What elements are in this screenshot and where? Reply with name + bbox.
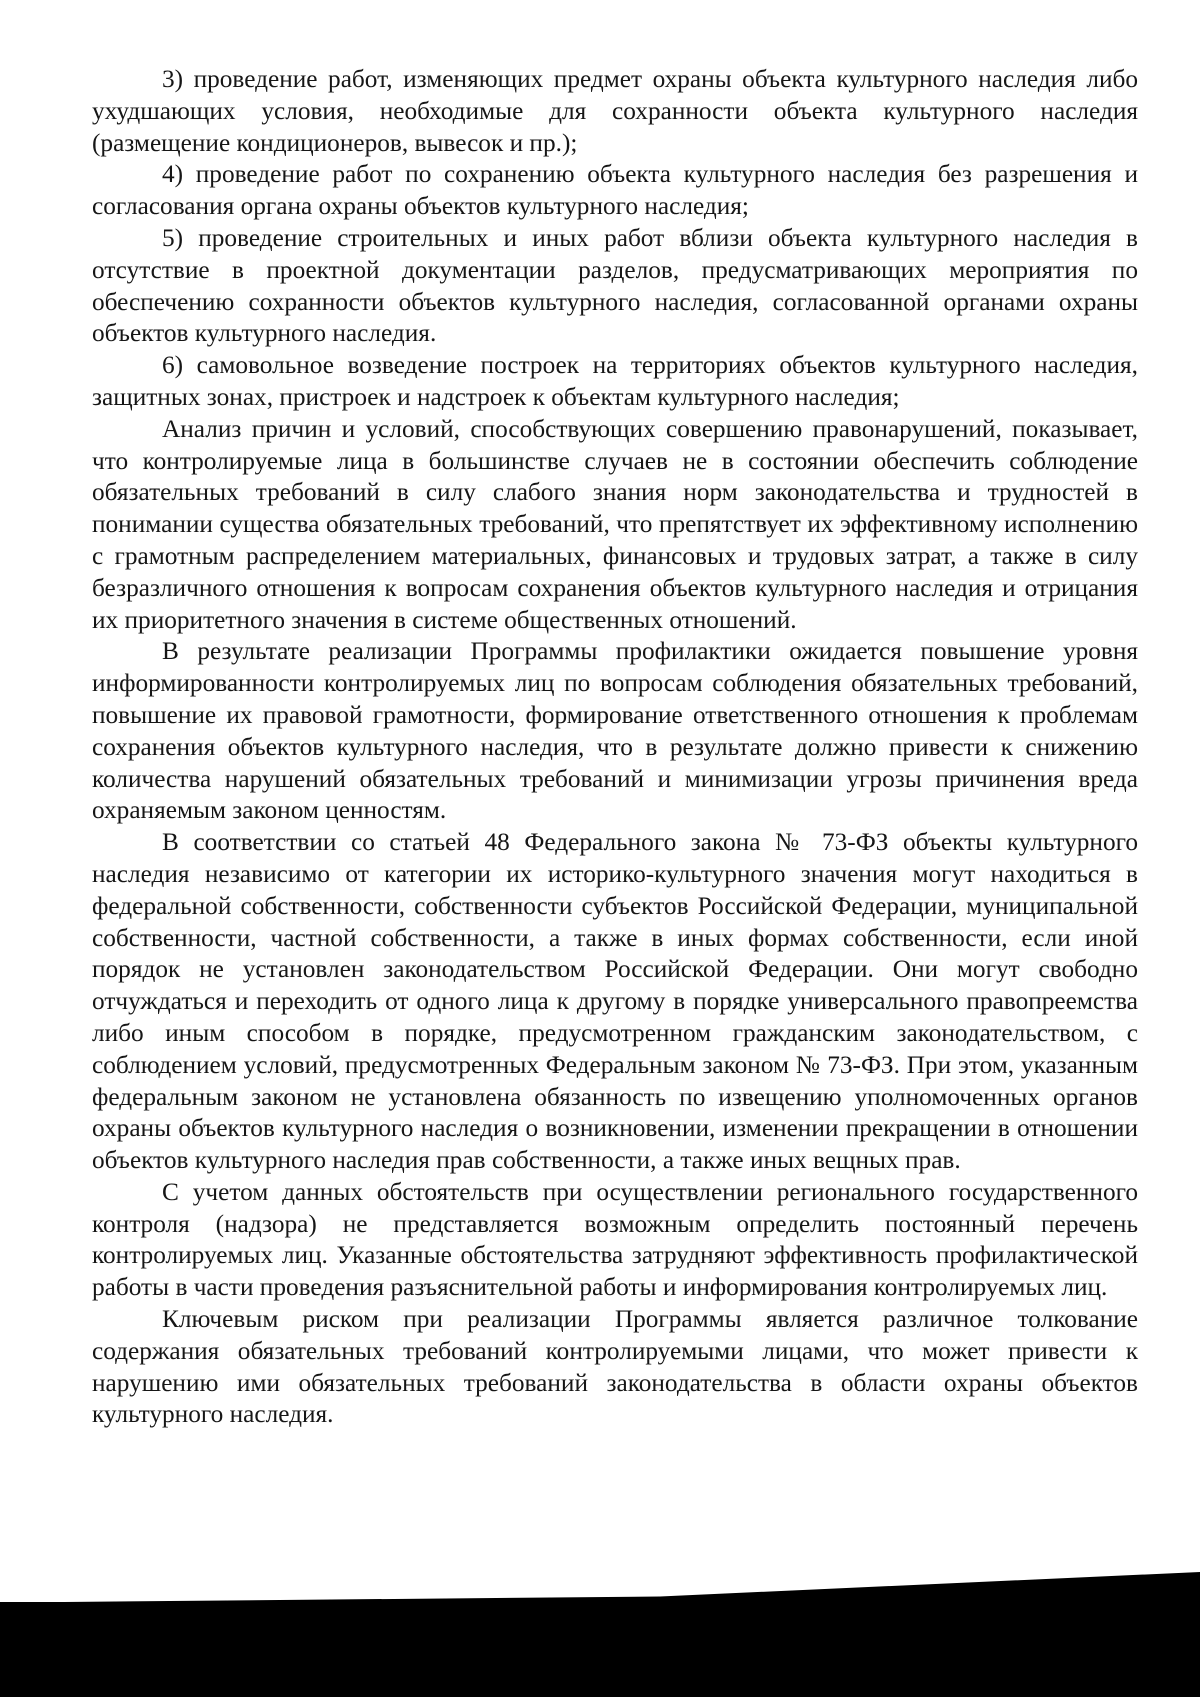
list-item-6: 6) самовольное возведение построек на территориях объектов культурного наследия, защитных зонах, пристроек и надстроек к объектам культурного наследия; bbox=[92, 351, 1138, 411]
document-body bbox=[92, 64, 1138, 1431]
paragraph-ownership: В соответствии со статьей 48 Федерального закона № 73-ФЗ объекты культурного наследия независимо от категории их историко-культурного значения могут находиться в федеральной собственности, собственности субъектов Российской Федерации, муниципальной собственности, частной собственности, а также в иных формах собственности, если иной порядок не установлен законодательством Российской Федерации. Они могут свободно отчуждаться и переходить от одного лица к другому в порядке универсального правопреемства либо иным способом в порядке, предусмотренном гражданским законодательством, с соблюдением условий, предусмотренных Федеральным законом № 73-ФЗ. При этом, указанным федеральным законом не установлена обязанность по извещению уполномоченных органов охраны объектов культурного наследия о возникновении, изменении прекращении в отношении объектов культурного наследия прав собственности, а также иных вещных прав. bbox=[92, 828, 1138, 1175]
list-item-3: 3) проведение работ, изменяющих предмет охраны объекта культурного наследия либо ухудшающих условия, необходимые для сохранности объекта культурного наследия (размещение кондиционеров, вывесок и пр.); bbox=[92, 65, 1138, 157]
scan-shadow-wedge bbox=[0, 1572, 1200, 1606]
paragraph-circumstances: С учетом данных обстоятельств при осуществлении регионального государственного контроля (надзора) не представляется возможным определить постоянный перечень контролируемых лиц. Указанные обстоятельства затрудняют эффективность профилактической работы в части проведения разъяснительной работы и информирования контролируемых лиц. bbox=[92, 1177, 1138, 1302]
paragraph-expected-results: В результате реализации Программы профилактики ожидается повышение уровня информированности контролируемых лиц по вопросам соблюдения обязательных требований, повышение их правовой грамотности, формирование ответственного отношения к проблемам сохранения объектов культурного наследия, что в результате должно привести к снижению количества нарушений обязательных требований и минимизации угрозы причинения вреда охраняемым законом ценностям. bbox=[92, 637, 1138, 825]
list-item-5: 5) проведение строительных и иных работ вблизи объекта культурного наследия в отсутствие в проектной документации разделов, предусматривающих мероприятия по обеспечению сохранности объектов культурного наследия, согласованной органами охраны объектов культурного наследия. bbox=[92, 223, 1138, 348]
paragraph-analysis: Анализ причин и условий, способствующих совершению правонарушений, показывает, что контролируемые лица в большинстве случаев не в состоянии обеспечить соблюдение обязательных требований в силу слабого знания норм законодательства и трудностей в понимании существа обязательных требований, что препятствует их эффективному исполнению с грамотным распределением материальных, финансовых и трудовых затрат, а также в силу безразличного отношения к вопросам сохранения объектов культурного наследия и отрицания их приоритетного значения в системе общественных отношений. bbox=[92, 414, 1138, 634]
list-item-4: 4) проведение работ по сохранению объекта культурного наследия без разрешения и согласования органа охраны объектов культурного наследия; bbox=[92, 160, 1138, 221]
scan-bottom-border bbox=[0, 1602, 1200, 1697]
paragraph-key-risk: Ключевым риском при реализации Программы является различное толкование содержания обязательных требований контролируемыми лицами, что может привести к нарушению ими обязательных требований законодательства в области охраны объектов культурного наследия. bbox=[92, 1305, 1138, 1429]
